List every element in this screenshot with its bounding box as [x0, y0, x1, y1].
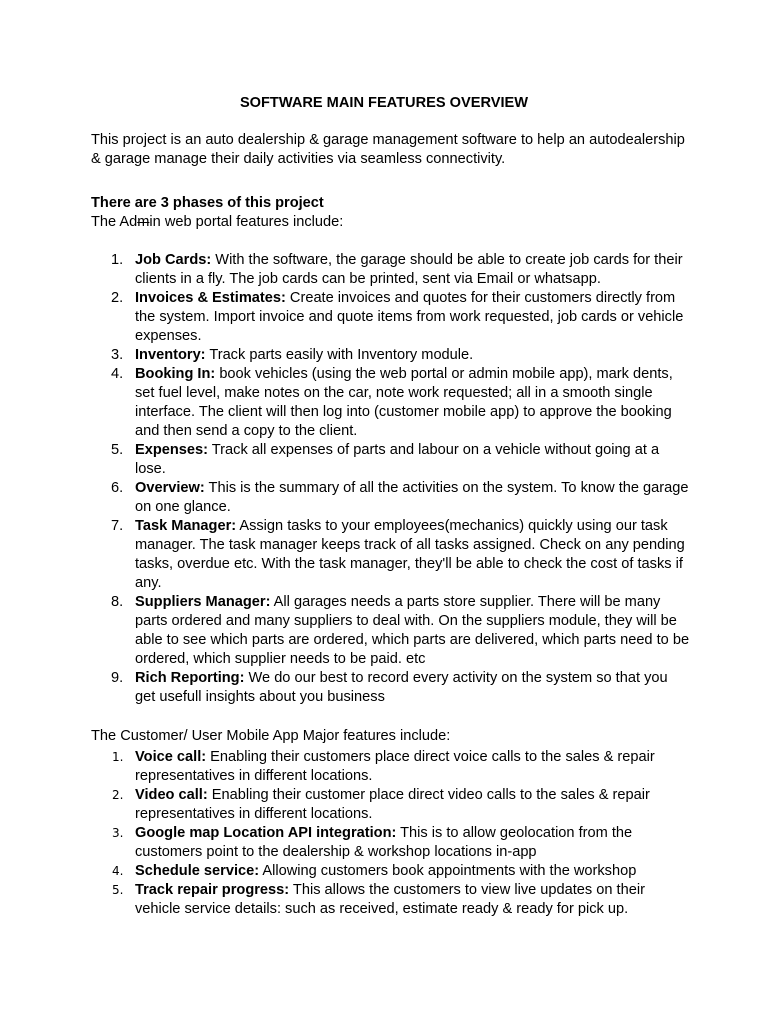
list-item — [91, 479, 691, 517]
item-number: 4. — [112, 864, 124, 878]
mobile-features-heading: The Customer/ User Mobile App Major features include: — [91, 728, 451, 744]
item-text: We do our best to record every activity on the system so that you get usefull insights about you business — [135, 670, 668, 705]
mobile-features-list — [91, 748, 691, 919]
item-term: Voice call: — [135, 749, 207, 765]
item-number: 8. — [111, 594, 124, 610]
item-text: Create invoices and quotes for their customers directly from the system. Import invoice and quote items from work requested, job cards or vehicle expenses. — [135, 290, 684, 344]
list-item — [91, 748, 691, 786]
admin-heading-strike: m — [137, 214, 150, 230]
item-text: Allowing customers book appointments with the workshop — [259, 863, 637, 879]
item-number: 2. — [111, 290, 124, 306]
item-term: Booking In: — [135, 366, 216, 382]
item-text: All garages needs a parts store supplier. There will be many parts ordered and many suppliers to deal with. On the suppliers module, they will be able to see which parts are ordered, which parts are delivered, which parts need to be ordered, which supplier needs to be paid. etc — [135, 594, 690, 667]
item-number: 1. — [111, 252, 124, 268]
admin-heading-prefix: The Ad — [91, 214, 138, 230]
list-item — [91, 441, 691, 479]
item-text: Track parts easily with Inventory module. — [205, 347, 474, 363]
item-number: 4. — [111, 366, 124, 382]
item-number: 7. — [111, 518, 124, 534]
item-number: 1. — [112, 750, 124, 764]
list-item — [91, 669, 691, 707]
item-number: 5. — [112, 883, 124, 897]
item-text: book vehicles (using the web portal or admin mobile app), mark dents, set fuel level, make notes on the car, note work requested; all in a smooth single interface. The client will then log into (customer mobile app) to approve the booking and then send a copy to the client. — [135, 366, 673, 439]
list-item — [91, 346, 691, 365]
item-term: Rich Reporting: — [135, 670, 245, 686]
item-text: This allows the customers to view live updates on their vehicle service details: such as received, estimate ready & ready for pick up. — [135, 882, 645, 917]
list-item — [91, 862, 691, 881]
list-item — [91, 517, 691, 593]
item-term: Google map Location API integration: — [135, 825, 397, 841]
item-term: Schedule service: — [135, 863, 260, 879]
item-number: 3. — [112, 826, 124, 840]
item-term: Invoices & Estimates: — [135, 290, 286, 306]
page-title: SOFTWARE MAIN FEATURES OVERVIEW — [239, 95, 529, 111]
admin-features-list — [91, 251, 691, 707]
item-number: 5. — [111, 442, 124, 458]
list-item — [91, 251, 691, 289]
list-item — [91, 881, 691, 919]
list-item — [91, 824, 691, 862]
item-text: Enabling their customer place direct video calls to the sales & repair representatives in different locations. — [135, 787, 650, 822]
list-item — [91, 365, 691, 441]
item-number: 3. — [111, 347, 124, 363]
item-text: Assign tasks to your employees(mechanics) quickly using our task manager. The task manager keeps track of all tasks assigned. Check on any pending tasks, overdue etc. With the task manager, they'll be able to check the cost of tasks if any. — [135, 518, 685, 591]
item-text: With the software, the garage should be able to create job cards for their clients in a fly. The job cards can be printed, sent via Email or whatsapp. — [135, 252, 683, 287]
list-item — [91, 593, 691, 669]
item-text: This is to allow geolocation from the customers point to the dealership & workshop locations in-app — [135, 825, 633, 860]
phases-heading: There are 3 phases of this project — [91, 195, 324, 211]
item-number: 2. — [112, 788, 124, 802]
list-item — [91, 786, 691, 824]
item-text: Track all expenses of parts and labour on a vehicle without going at a lose. — [135, 442, 660, 477]
item-term: Video call: — [135, 787, 208, 803]
item-term: Suppliers Manager: — [135, 594, 271, 610]
intro-paragraph: This project is an auto dealership & garage management software to help an autodealership & garage manage their daily activities via seamless connectivity. — [91, 132, 685, 167]
item-text: This is the summary of all the activities on the system. To know the garage on one glance. — [135, 480, 689, 515]
item-term: Inventory: — [135, 347, 206, 363]
item-number: 9. — [111, 670, 124, 686]
item-term: Expenses: — [135, 442, 209, 458]
admin-features-heading — [91, 213, 343, 232]
item-term: Track repair progress: — [135, 882, 290, 898]
item-term: Overview: — [135, 480, 205, 496]
item-term: Task Manager: — [135, 518, 237, 534]
item-number: 6. — [111, 480, 124, 496]
item-term: Job Cards: — [135, 252, 212, 268]
admin-heading-suffix: in web portal features include: — [149, 214, 344, 230]
list-item — [91, 289, 691, 346]
item-text: Enabling their customers place direct voice calls to the sales & repair representatives in different locations. — [135, 749, 655, 784]
